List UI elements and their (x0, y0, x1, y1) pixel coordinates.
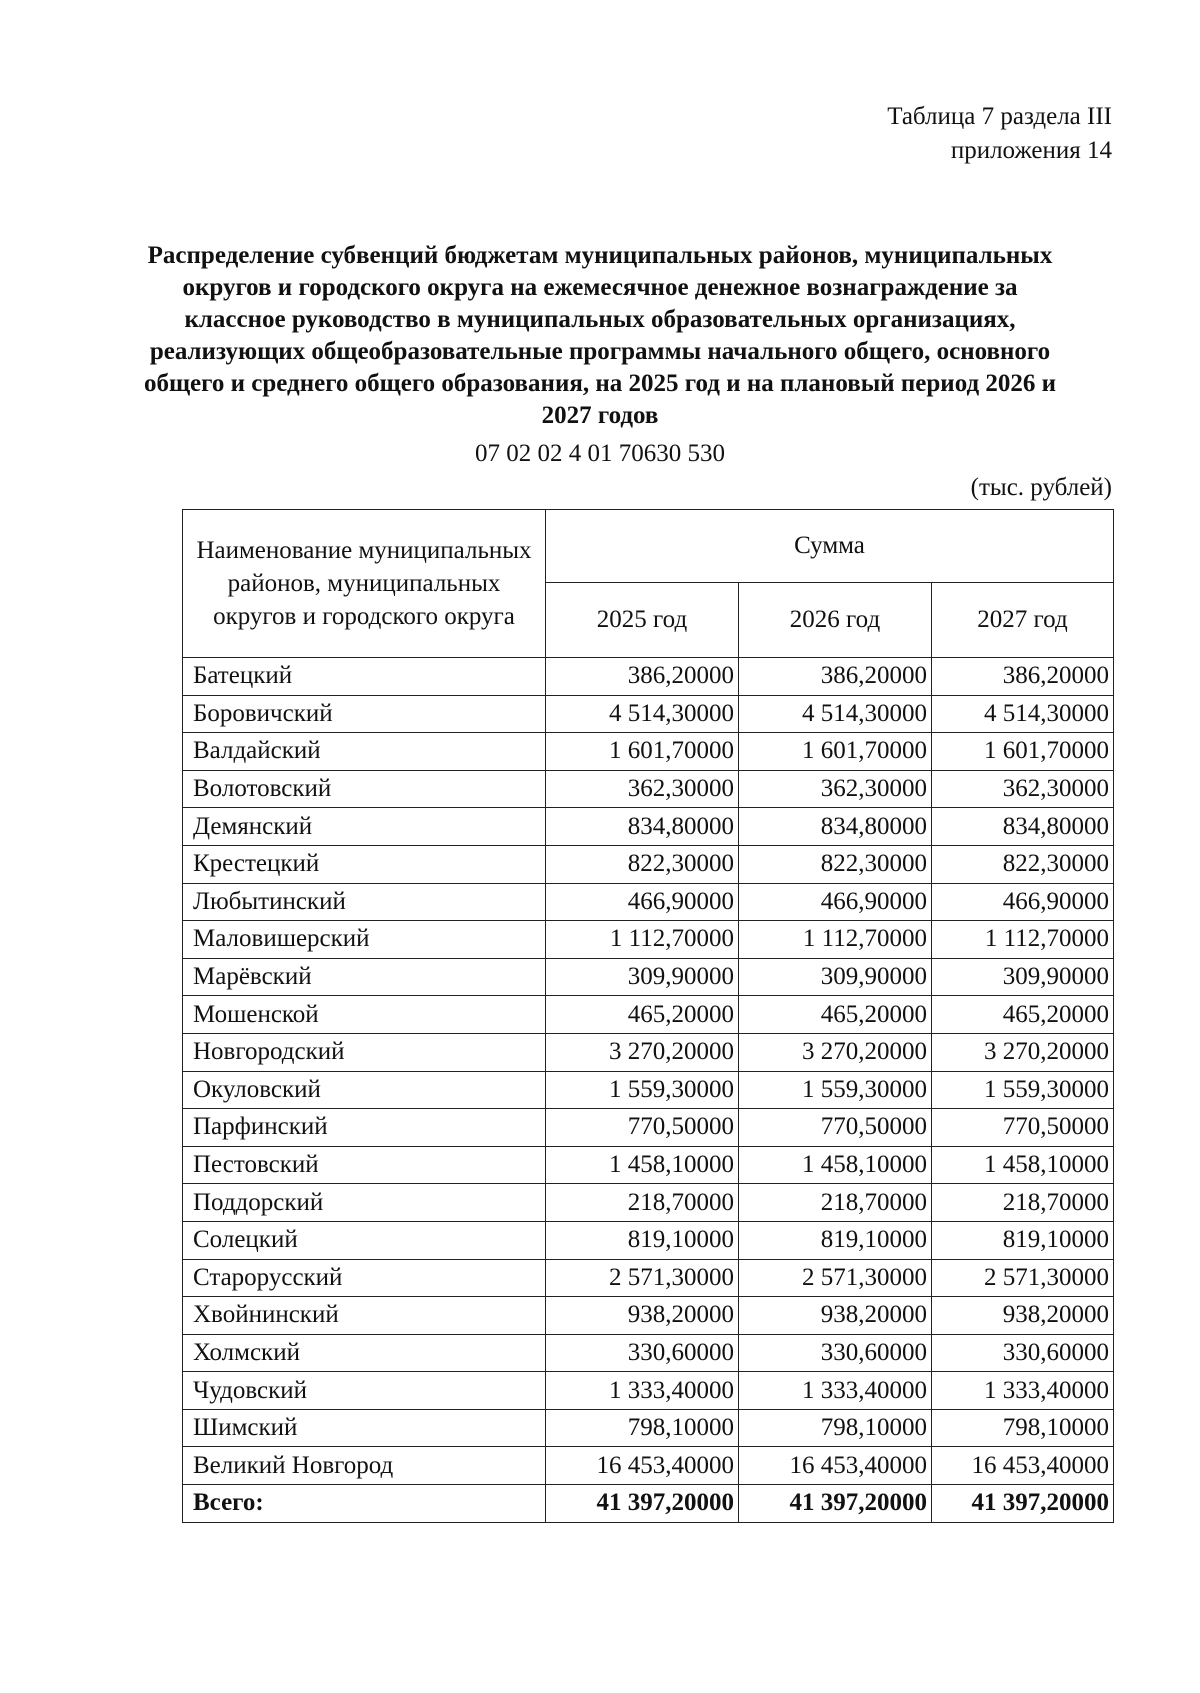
column-header-2026: 2026 год (739, 583, 932, 658)
amount-2027: 2 571,30000 (932, 1259, 1114, 1297)
municipality-name: Крестецкий (183, 845, 546, 883)
amount-2027: 798,10000 (932, 1409, 1114, 1447)
amount-2025: 2 571,30000 (546, 1259, 739, 1297)
table-row (183, 1334, 1114, 1372)
table-row (183, 1071, 1114, 1109)
municipality-name: Старорусский (183, 1259, 546, 1297)
column-header-2027: 2027 год (932, 583, 1114, 658)
amount-2025: 938,20000 (546, 1297, 739, 1335)
units-note: (тыс. рублей) (970, 474, 1112, 501)
amount-2027: 386,20000 (932, 658, 1114, 696)
table-row (183, 1372, 1114, 1410)
amount-2025: 1 559,30000 (546, 1071, 739, 1109)
municipality-name: Марёвский (183, 958, 546, 996)
municipality-name: Демянский (183, 808, 546, 846)
amount-2026: 218,70000 (739, 1184, 932, 1222)
table-row (183, 1259, 1114, 1297)
amount-2025: 386,20000 (546, 658, 739, 696)
table-row (183, 1109, 1114, 1147)
table-header-row (183, 510, 1114, 583)
municipality-name: Любытинский (183, 883, 546, 921)
amount-2025: 218,70000 (546, 1184, 739, 1222)
municipality-name: Мошенской (183, 996, 546, 1034)
amount-2026: 822,30000 (739, 845, 932, 883)
municipality-name: Поддорский (183, 1184, 546, 1222)
amount-2025: 770,50000 (546, 1109, 739, 1147)
appendix-reference-line2: приложения 14 (950, 137, 1112, 164)
amount-2027: 466,90000 (932, 883, 1114, 921)
total-2025: 41 397,20000 (546, 1485, 739, 1523)
municipality-name: Парфинский (183, 1109, 546, 1147)
amount-2025: 819,10000 (546, 1221, 739, 1259)
table-row (183, 1409, 1114, 1447)
table-row (183, 1221, 1114, 1259)
amount-2027: 309,90000 (932, 958, 1114, 996)
amount-2026: 466,90000 (739, 883, 932, 921)
amount-2026: 1 112,70000 (739, 921, 932, 959)
amount-2025: 16 453,40000 (546, 1447, 739, 1485)
amount-2026: 770,50000 (739, 1109, 932, 1147)
amount-2026: 1 601,70000 (739, 733, 932, 771)
appendix-reference-line1: Таблица 7 раздела III (887, 103, 1112, 130)
amount-2026: 330,60000 (739, 1334, 932, 1372)
amount-2025: 4 514,30000 (546, 695, 739, 733)
amount-2027: 834,80000 (932, 808, 1114, 846)
amount-2025: 1 112,70000 (546, 921, 739, 959)
municipality-name: Валдайский (183, 733, 546, 771)
table-row (183, 996, 1114, 1034)
table-row (183, 658, 1114, 696)
amount-2025: 1 601,70000 (546, 733, 739, 771)
amount-2027: 465,20000 (932, 996, 1114, 1034)
subvention-table (182, 509, 1114, 1523)
amount-2026: 362,30000 (739, 770, 932, 808)
table-row (183, 883, 1114, 921)
amount-2027: 362,30000 (932, 770, 1114, 808)
amount-2026: 2 571,30000 (739, 1259, 932, 1297)
amount-2027: 218,70000 (932, 1184, 1114, 1222)
table-row (183, 958, 1114, 996)
total-2026: 41 397,20000 (739, 1485, 932, 1523)
table-row (183, 1447, 1114, 1485)
amount-2026: 309,90000 (739, 958, 932, 996)
municipality-name: Маловишерский (183, 921, 546, 959)
total-2027: 41 397,20000 (932, 1485, 1114, 1523)
amount-2027: 1 333,40000 (932, 1372, 1114, 1410)
table-row (183, 1184, 1114, 1222)
amount-2027: 16 453,40000 (932, 1447, 1114, 1485)
table-total-row (183, 1485, 1114, 1523)
amount-2027: 1 458,10000 (932, 1146, 1114, 1184)
column-header-name: Наименование муниципальных районов, муниципальных округов и городского округа (183, 510, 546, 658)
amount-2025: 822,30000 (546, 845, 739, 883)
amount-2025: 466,90000 (546, 883, 739, 921)
amount-2026: 1 333,40000 (739, 1372, 932, 1410)
amount-2026: 938,20000 (739, 1297, 932, 1335)
municipality-name: Шимский (183, 1409, 546, 1447)
municipality-name: Холмский (183, 1334, 546, 1372)
table-row (183, 770, 1114, 808)
table-row (183, 1146, 1114, 1184)
table-body (183, 658, 1114, 1523)
table-row (183, 1033, 1114, 1071)
amount-2025: 1 333,40000 (546, 1372, 739, 1410)
table-row (183, 695, 1114, 733)
amount-2025: 362,30000 (546, 770, 739, 808)
amount-2027: 4 514,30000 (932, 695, 1114, 733)
municipality-name: Новгородский (183, 1033, 546, 1071)
table-row (183, 808, 1114, 846)
appendix-reference (712, 100, 1112, 168)
table-row (183, 1297, 1114, 1335)
amount-2025: 834,80000 (546, 808, 739, 846)
amount-2025: 3 270,20000 (546, 1033, 739, 1071)
municipality-name: Хвойнинский (183, 1297, 546, 1335)
municipality-name: Великий Новгород (183, 1447, 546, 1485)
amount-2026: 386,20000 (739, 658, 932, 696)
amount-2026: 1 559,30000 (739, 1071, 932, 1109)
amount-2025: 309,90000 (546, 958, 739, 996)
budget-classification-code: 07 02 02 4 01 70630 530 (475, 440, 725, 467)
amount-2026: 4 514,30000 (739, 695, 932, 733)
amount-2025: 330,60000 (546, 1334, 739, 1372)
amount-2027: 1 112,70000 (932, 921, 1114, 959)
amount-2027: 938,20000 (932, 1297, 1114, 1335)
amount-2025: 465,20000 (546, 996, 739, 1034)
amount-2026: 16 453,40000 (739, 1447, 932, 1485)
amount-2027: 819,10000 (932, 1221, 1114, 1259)
amount-2026: 819,10000 (739, 1221, 932, 1259)
amount-2026: 834,80000 (739, 808, 932, 846)
amount-2027: 770,50000 (932, 1109, 1114, 1147)
amount-2025: 798,10000 (546, 1409, 739, 1447)
municipality-name: Пестовский (183, 1146, 546, 1184)
municipality-name: Батецкий (183, 658, 546, 696)
municipality-name: Окуловский (183, 1071, 546, 1109)
column-header-sum: Сумма (546, 510, 1114, 583)
municipality-name: Боровичский (183, 695, 546, 733)
amount-2027: 1 601,70000 (932, 733, 1114, 771)
municipality-name: Чудовский (183, 1372, 546, 1410)
table-row (183, 845, 1114, 883)
column-header-2025: 2025 год (546, 583, 739, 658)
municipality-name: Солецкий (183, 1221, 546, 1259)
amount-2027: 3 270,20000 (932, 1033, 1114, 1071)
table-row (183, 921, 1114, 959)
amount-2026: 798,10000 (739, 1409, 932, 1447)
amount-2027: 1 559,30000 (932, 1071, 1114, 1109)
total-label: Всего: (183, 1485, 546, 1523)
amount-2027: 330,60000 (932, 1334, 1114, 1372)
amount-2025: 1 458,10000 (546, 1146, 739, 1184)
amount-2027: 822,30000 (932, 845, 1114, 883)
amount-2026: 3 270,20000 (739, 1033, 932, 1071)
amount-2026: 1 458,10000 (739, 1146, 932, 1184)
amount-2026: 465,20000 (739, 996, 932, 1034)
table-row (183, 733, 1114, 771)
document-title: Распределение субвенций бюджетам муниципальных районов, муниципальных округов и городского округа на ежемесячное денежное вознаграждение за классное руководство в муниципальных образовательных организациях, реализующих общеобразовательные программы начального общего, основного общего и среднего общего образования, на 2025 год и на плановый период 2026 и 2027 годов (143, 242, 1057, 429)
municipality-name: Волотовский (183, 770, 546, 808)
